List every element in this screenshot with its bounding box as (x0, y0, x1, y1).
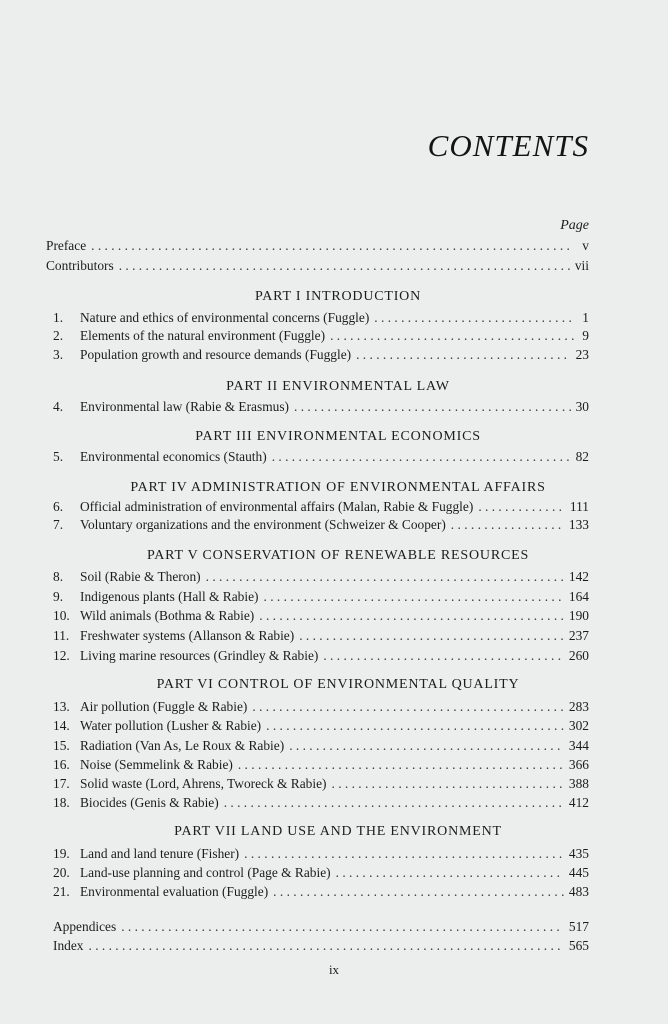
entry-title: Environmental economics (Stauth) (80, 449, 267, 464)
toc-entry (53, 865, 589, 883)
entry-page: 388 (568, 776, 589, 791)
chapter-number: 11. (53, 628, 70, 643)
entry-title: Living marine resources (Grindley & Rabie) (80, 648, 319, 663)
part-heading: PART V CONSERVATION OF RENEWABLE RESOURCES (146, 548, 530, 563)
dot-leader (299, 628, 564, 644)
part-heading: PART VII LAND USE AND THE ENVIRONMENT (174, 824, 502, 839)
toc-entry (53, 569, 589, 587)
chapter-number: 21. (53, 884, 70, 899)
entry-title: Index (53, 938, 84, 953)
toc-entry (53, 757, 589, 775)
toc-entry-index (53, 938, 589, 956)
dot-leader (336, 865, 564, 881)
chapter-number: 7. (53, 517, 64, 532)
entry-title: Nature and ethics of environmental concerns (Fuggle) (80, 310, 370, 325)
dot-leader (266, 718, 564, 734)
toc-entry-contributors (46, 258, 589, 276)
dot-leader (89, 938, 564, 954)
entry-page: 283 (568, 699, 589, 714)
toc-entry (53, 608, 589, 626)
entry-page: 435 (568, 846, 589, 861)
entry-page: vii (574, 258, 589, 273)
entry-page: 412 (568, 795, 589, 810)
toc-entry (53, 846, 589, 864)
entry-page: 164 (568, 589, 589, 604)
dot-leader (374, 310, 574, 326)
dot-leader (294, 399, 571, 415)
entry-title: Water pollution (Lusher & Rabie) (80, 718, 262, 733)
dot-leader (206, 569, 564, 585)
dot-leader (478, 499, 565, 515)
entry-page: 23 (575, 347, 589, 362)
toc-entry (53, 648, 589, 666)
entry-title: Preface (46, 238, 87, 253)
chapter-number: 12. (53, 648, 70, 663)
chapter-number: 16. (53, 757, 70, 772)
entry-title: Biocides (Genis & Rabie) (80, 795, 219, 810)
dot-leader (91, 238, 574, 254)
toc-entry (53, 884, 589, 902)
entry-title: Wild animals (Bothma & Rabie) (80, 608, 255, 623)
entry-page: 366 (568, 757, 589, 772)
dot-leader (119, 258, 570, 274)
entry-title: Contributors (46, 258, 114, 273)
chapter-number: 15. (53, 738, 70, 753)
entry-page: 302 (568, 718, 589, 733)
chapter-number: 3. (53, 347, 64, 362)
entry-page: 111 (569, 499, 589, 514)
entry-page: 565 (568, 938, 589, 953)
chapter-number: 6. (53, 499, 64, 514)
entry-title: Solid waste (Lord, Ahrens, Tworeck & Rabie) (80, 776, 327, 791)
contents-title: CONTENTS (427, 128, 589, 163)
chapter-number: 19. (53, 846, 70, 861)
entry-title: Environmental evaluation (Fuggle) (80, 884, 269, 899)
dot-leader (323, 648, 564, 664)
entry-page: 344 (568, 738, 589, 753)
toc-entry (53, 399, 589, 417)
dot-leader (330, 328, 574, 344)
toc-entry (53, 776, 589, 794)
entry-page: 445 (568, 865, 589, 880)
entry-title: Official administration of environmental affairs (Malan, Rabie & Fuggle) (80, 499, 474, 514)
entry-title: Environmental law (Rabie & Erasmus) (80, 399, 289, 414)
chapter-number: 13. (53, 699, 70, 714)
dot-leader (259, 608, 564, 624)
dot-leader (332, 776, 564, 792)
chapter-number: 1. (53, 310, 64, 325)
dot-leader (451, 517, 564, 533)
dot-leader (289, 738, 564, 754)
dot-leader (121, 919, 564, 935)
toc-entry (53, 310, 589, 328)
entry-page: 237 (568, 628, 589, 643)
page-column-heading: Page (560, 218, 589, 233)
part-heading: PART IV ADMINISTRATION OF ENVIRONMENTAL AFFAIRS (130, 480, 546, 495)
toc-entry (53, 449, 589, 467)
entry-title: Voluntary organizations and the environment (Schweizer & Cooper) (80, 517, 446, 532)
chapter-number: 20. (53, 865, 70, 880)
toc-entry (53, 795, 589, 813)
entry-title: Air pollution (Fuggle & Rabie) (80, 699, 248, 714)
toc-entry (53, 517, 589, 535)
entry-page: 82 (575, 449, 589, 464)
entry-title: Indigenous plants (Hall & Rabie) (80, 589, 259, 604)
toc-entry-preface (46, 238, 589, 256)
chapter-number: 5. (53, 449, 64, 464)
entry-page: 1 (582, 310, 589, 325)
entry-page: 190 (568, 608, 589, 623)
part-heading: PART III ENVIRONMENTAL ECONOMICS (195, 429, 481, 444)
chapter-number: 4. (53, 399, 64, 414)
chapter-number: 8. (53, 569, 64, 584)
dot-leader (224, 795, 564, 811)
dot-leader (356, 347, 571, 363)
entry-title: Noise (Semmelink & Rabie) (80, 757, 233, 772)
toc-entry (53, 589, 589, 607)
dot-leader (252, 699, 564, 715)
entry-page: 133 (568, 517, 589, 532)
dot-leader (272, 449, 571, 465)
part-heading: PART I INTRODUCTION (254, 289, 422, 304)
toc-entry (53, 738, 589, 756)
chapter-number: 10. (53, 608, 70, 623)
part-heading: PART II ENVIRONMENTAL LAW (226, 379, 450, 394)
toc-entry (53, 499, 589, 517)
entry-title: Appendices (53, 919, 117, 934)
part-heading: PART VI CONTROL OF ENVIRONMENTAL QUALITY (156, 677, 520, 692)
chapter-number: 9. (53, 589, 64, 604)
entry-page: 142 (568, 569, 589, 584)
toc-entry-appendices (53, 919, 589, 937)
entry-title: Elements of the natural environment (Fuggle) (80, 328, 326, 343)
dot-leader (238, 757, 564, 773)
entry-page: 517 (568, 919, 589, 934)
entry-title: Land-use planning and control (Page & Rabie) (80, 865, 331, 880)
dot-leader (273, 884, 564, 900)
entry-page: v (582, 238, 589, 253)
entry-title: Soil (Rabie & Theron) (80, 569, 201, 584)
toc-entry (53, 347, 589, 365)
entry-page: 9 (582, 328, 589, 343)
entry-page: 260 (568, 648, 589, 663)
chapter-number: 14. (53, 718, 70, 733)
entry-page: 483 (568, 884, 589, 899)
dot-leader (244, 846, 564, 862)
toc-entry (53, 718, 589, 736)
toc-entry (53, 628, 589, 646)
entry-title: Population growth and resource demands (Fuggle) (80, 347, 352, 362)
entry-title: Freshwater systems (Allanson & Rabie) (80, 628, 295, 643)
entry-title: Radiation (Van As, Le Roux & Rabie) (80, 738, 285, 753)
toc-entry (53, 328, 589, 346)
entry-title: Land and land tenure (Fisher) (80, 846, 240, 861)
page-number: ix (328, 962, 340, 977)
entry-page: 30 (575, 399, 589, 414)
chapter-number: 17. (53, 776, 70, 791)
toc-entry (53, 699, 589, 717)
chapter-number: 18. (53, 795, 70, 810)
chapter-number: 2. (53, 328, 64, 343)
dot-leader (264, 589, 564, 605)
